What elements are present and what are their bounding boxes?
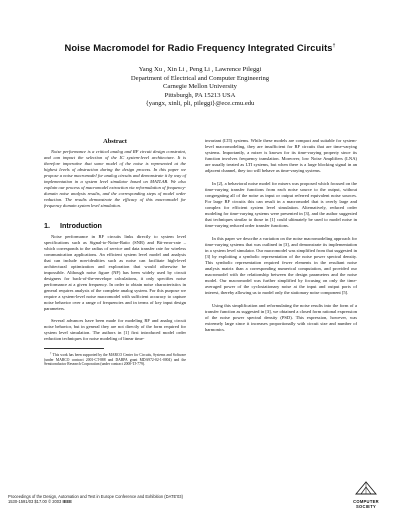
left-column bbox=[44, 138, 186, 367]
right-paragraph-2: In [2], a behavioral noise model for mixers was proposed which focused on the time-varying transfer functions from each noise source to the output, without congregating all of the noise as input or output referred equivalent noise sources. For large RF circuits this can result in a macromodel that is overly large and complex for efficient system level simulation. Alternatively, reduced order modeling for time-varying systems were presented in [3], and the author suggested that techniques similar to those in [1] could ultimately be used to model noise in time-varying reduced order transfer functions. bbox=[205, 181, 357, 228]
author-location: Pittsburgh, PA 15213 USA bbox=[164, 91, 236, 99]
author-university: Carnegie Mellon University bbox=[163, 83, 237, 91]
author-block bbox=[0, 66, 400, 109]
introduction-heading bbox=[44, 221, 186, 230]
paper-title bbox=[0, 42, 400, 53]
logo-line-1: COMPUTER bbox=[353, 499, 379, 504]
footnote-divider bbox=[44, 348, 104, 349]
right-column bbox=[205, 138, 357, 340]
right-paragraph-4: Using this simplification and reformulating the noise results into the form of a transfer function as suggested in [3], we obtained a closed form rational expression of the noise power spectral density (PSD). This expression, however, was extremely large since it increases proportionally with circuit size and number of harmonics. bbox=[205, 303, 357, 332]
paper-title-text: Noise Macromodel for Radio Frequency Integrated Circuits bbox=[64, 42, 333, 53]
intro-paragraph-1: Noise performance in RF circuits links directly to system level specifications such as Signal-to-Noise-Ratio (SNR) and Bit-error-rate – which corresponds to the radius of service and data transfer rate for wireless communication applications. An efficient system level model and analysis that can include non-idealities such as noise can facilitate high-level architectural optimization and exploration that would otherwise be impossible. Although noise figure (NF) has been widely used by circuit designers for back-of-the-envelope calculations, it only specifies noise performance at a given frequency. In order to obtain noise characteristics in general requires analysis of the complete analog system. For this purpose we require a system-level noise macromodel with sufficient accuracy to capture noise behavior over a range of frequencies and in terms of key input design parameters. bbox=[44, 234, 186, 311]
author-department: Department of Electrical and Computer Engineering bbox=[130, 74, 270, 82]
footer-price-line bbox=[8, 499, 308, 504]
section-title: Introduction bbox=[60, 221, 102, 230]
right-paragraph-3: In this paper we describe a variation on the noise macromodeling approach for time-varying systems that was outlined in [3], and demonstrate its implementation in a system level simulator. Our macromodel was simplified from that suggested in [3] by exploiting a symbolic representation of the noise power spectral density. This symbolic representation required fewer elements in the resultant noise analysis matrix than a corresponding numerical computation, and provided our macromodel with the relationship between the design parameters and the noise model. Our macromodel was further simplified by focusing on only the time-averaged power of the cyclostationary noise at the input and output ports of interest, thereby allowing us to model only the stationary noise component [5]. bbox=[205, 236, 357, 295]
footer-publisher: IEEE bbox=[62, 499, 72, 505]
footnote bbox=[44, 351, 186, 367]
author-emails: {yangx, xinli, pli, pileggi}@ece.cmu.edu bbox=[145, 100, 255, 108]
footnote-mark: † bbox=[50, 351, 52, 355]
title-footnote-mark: † bbox=[332, 42, 336, 49]
computer-society-emblem-icon bbox=[355, 481, 377, 495]
abstract-heading: Abstract bbox=[103, 138, 127, 145]
footer-proceedings: Proceedings of the Design, Automation and Test in Europe Conference and Exhibition (DATE'03) bbox=[8, 494, 183, 499]
computer-society-logo bbox=[346, 481, 386, 509]
author-names: Yang Xu , Xin Li , Peng Li , Lawrence Pileggi bbox=[138, 66, 262, 73]
abstract-text: Noise performance is a critical analog and RF circuit design constraint, and can impact the selection of the IC system-level architecture. It is therefore imperative that some model of the noise is represented at the highest levels of abstraction during the design process. In this paper we propose a noise macromodel for analog circuits and demonstrate it by way of implementation in a system level simulator based on MATLAB. We also explain our process of macromodel extraction via reformulation of frequency-domain noise analysis results, and the corresponding steps of model order reduction. The results demonstrate the efficacy of this macromodel for frequency domain system level simulation. bbox=[44, 149, 186, 208]
section-number: 1. bbox=[44, 221, 50, 230]
logo-line-2: SOCIETY bbox=[355, 503, 377, 509]
footer-issn: 1530-1591/03 $17.00 © 2003 bbox=[8, 499, 62, 505]
right-paragraph-1: invariant (LTI) systems. While these models are compact and suitable for system-level macromodeling, they are insufficient for RF circuits that are time-varying systems. Importantly, a mixer is known for its time-varying property since its function involves frequency translation. Moreover, low Noise Amplifiers (LNA) are usually treated as LTI systems, but when there is a large blocking signal in an adjacent channel, they too will behave as time-varying systems. bbox=[205, 138, 357, 173]
footnote-text: This work has been supported by the MARCO Center for Circuits, Systems and Software (under MARCO contract 2001-CT-888 and DARPA grant MDA972-02-1-0004) and the Semiconductor Research Corporation (under contract 2000-TJ-779). bbox=[44, 353, 187, 367]
intro-paragraph-2: Several advances have been made for modeling RF and analog circuit noise behavior, but in general they are not directly of the form required for system level simulation. The authors in [1] first introduced model order reduction techniques for noise modeling of linear time- bbox=[44, 318, 186, 341]
page-footer bbox=[8, 494, 308, 505]
